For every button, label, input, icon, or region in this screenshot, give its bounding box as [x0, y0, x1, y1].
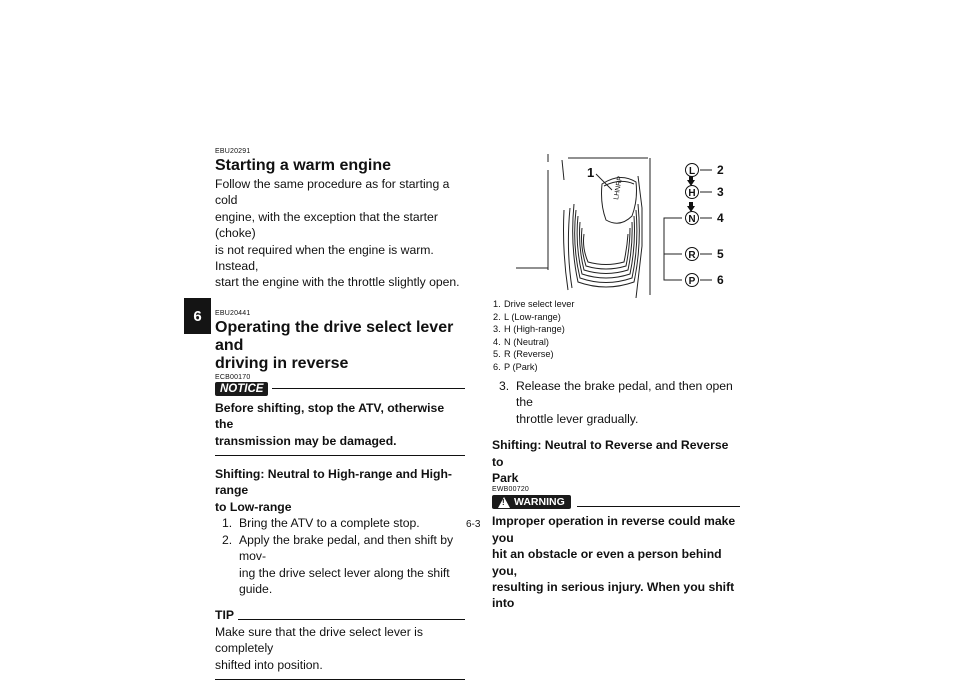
gate-path: [664, 218, 682, 280]
step-text: [516, 378, 740, 427]
chapter-tab: [184, 298, 211, 334]
subheading-line: Shifting: Neutral to High-range and High-range: [215, 467, 452, 498]
section-code: EBU20291: [215, 148, 251, 155]
callout-1: 1: [587, 165, 595, 180]
tip-label: TIP: [215, 608, 234, 623]
paragraph-line: start the engine with the throttle slightly open.: [215, 275, 460, 290]
legend-num: 3.: [493, 324, 501, 335]
page-number: 6-3: [466, 519, 481, 530]
warning-code: EWB00720: [492, 486, 530, 494]
legend-text: L (Low-range): [504, 311, 561, 322]
step-line: Apply the brake pedal, and then shift by mov-: [239, 532, 454, 564]
tip-header: [215, 607, 465, 623]
subheading-line: Shifting: Neutral to Reverse and Reverse to: [492, 438, 729, 469]
legend-text: H (High-range): [504, 324, 565, 335]
gate-letter: N: [688, 214, 696, 225]
legend-item: [493, 348, 693, 361]
steps-list: [222, 515, 465, 597]
left-column: [215, 148, 465, 680]
legend-text: Drive select lever: [504, 299, 575, 309]
notice-badge: NOTICE: [215, 382, 268, 396]
warning-badge: [492, 495, 571, 509]
step-number: 2.: [222, 532, 233, 547]
legend-item: [493, 311, 693, 324]
warm-engine-paragraph: [215, 176, 465, 291]
arrow-up-icon: [687, 202, 695, 212]
notice-end-rule: [215, 455, 465, 456]
legend-text: P (Park): [504, 361, 538, 372]
paragraph-line: Follow the same procedure as for starting a cold: [215, 177, 450, 208]
gate-callout: 5: [717, 247, 724, 261]
legend-num: 4.: [493, 336, 501, 347]
legend-text: N (Neutral): [504, 336, 549, 347]
gate-callout: 4: [717, 211, 724, 225]
step-text: Bring the ATV to a complete stop.: [239, 516, 420, 531]
gate-letter: R: [688, 250, 696, 261]
list-item: [499, 378, 740, 427]
warning-line: hit an obstacle or even a person behind you,: [492, 547, 722, 578]
chapter-number: 6: [193, 307, 202, 325]
subheading-line: Park: [492, 471, 519, 486]
legend-item: [493, 323, 693, 336]
title-line: Operating the drive select lever and: [215, 318, 454, 354]
tip-text: [215, 624, 465, 673]
step-number: 3.: [499, 379, 510, 393]
section-title-warm-engine: Starting a warm engine: [215, 157, 392, 174]
step-text: [239, 532, 465, 598]
subheading-high-low: [215, 466, 465, 515]
gate-callout: 6: [717, 273, 724, 287]
legend-item: [493, 361, 693, 374]
gate-leaders: [700, 170, 712, 280]
step-line: ing the drive select lever along the shift guide.: [239, 565, 450, 596]
legend-text: R (Reverse): [504, 349, 554, 360]
list-item: [222, 532, 465, 598]
subheading-reverse-park: [492, 437, 740, 486]
gate-letter: H: [688, 188, 696, 199]
notice-rule: [272, 388, 465, 389]
tip-line: Make sure that the drive select lever is completely: [215, 624, 423, 656]
list-item: [222, 515, 465, 531]
section-title-drive-select: [215, 319, 465, 373]
arrow-up-icon: [687, 176, 695, 186]
legend-num: 1.: [493, 299, 501, 309]
warning-line: Improper operation in reverse could make you: [492, 514, 736, 545]
right-column: [492, 378, 740, 612]
gate-callout: 3: [717, 185, 724, 199]
step-line: throttle lever gradually.: [516, 411, 639, 426]
warning-label: WARNING: [514, 496, 565, 509]
paragraph-line: engine, with the exception that the starter (choke): [215, 209, 438, 241]
gate-callout: 2: [717, 163, 724, 177]
legend-num: 2.: [493, 311, 501, 322]
legend-item: [493, 298, 693, 311]
gate-letter: L: [688, 166, 696, 177]
subheading-line: to Low-range: [215, 499, 292, 514]
notice-code: ECB00170: [215, 373, 251, 381]
step-line: Release the brake pedal, and then open the: [516, 379, 733, 410]
notice-header: [215, 382, 465, 396]
tip-line: shifted into position.: [215, 657, 323, 672]
knob-label: LHNRP: [613, 175, 625, 201]
tip-rule: [238, 619, 465, 620]
warning-line: resulting in serious injury. When you shift into: [492, 580, 735, 611]
warning-rule: [577, 506, 740, 507]
warning-text: [492, 513, 740, 611]
figure-legend: [493, 298, 693, 374]
gate-letter: P: [688, 276, 696, 287]
housing-line: [562, 160, 564, 180]
notice-text: [215, 400, 465, 449]
legend-item: [493, 336, 693, 349]
section-code: EBU20441: [215, 309, 251, 317]
drive-select-lever-figure: [508, 150, 748, 298]
notice-line: Before shifting, stop the ATV, otherwise the: [215, 400, 445, 432]
legend-num: 6.: [493, 361, 501, 372]
legend-num: 5.: [493, 349, 501, 360]
warning-triangle-icon: [498, 497, 510, 508]
warning-header: [492, 495, 740, 509]
title-line: driving in reverse: [215, 354, 349, 372]
paragraph-line: is not required when the engine is warm. Instead,: [215, 242, 434, 274]
step-number: 1.: [222, 516, 233, 531]
notice-line: transmission may be damaged.: [215, 433, 397, 448]
